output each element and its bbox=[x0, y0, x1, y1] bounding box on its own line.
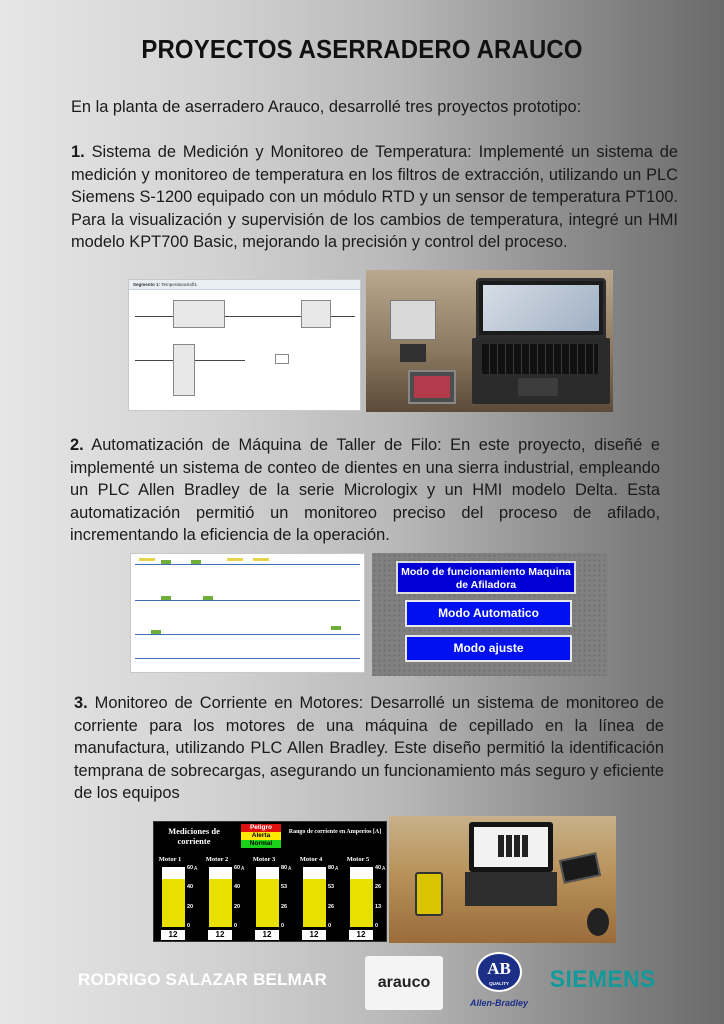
gauge-unit: A bbox=[288, 866, 292, 872]
motor-gauge bbox=[249, 856, 293, 942]
delta-hmi-screen bbox=[372, 553, 608, 676]
tablet-hmi bbox=[559, 852, 601, 883]
gauge-tick: 0 bbox=[328, 923, 332, 929]
monitor-title: Mediciones de corriente bbox=[168, 826, 220, 846]
mouse-icon bbox=[587, 908, 609, 936]
project-3-photo bbox=[389, 816, 616, 943]
ladder-rung bbox=[135, 634, 360, 635]
gauge-fill bbox=[303, 879, 326, 927]
range-label: Rango de corriente en Amperios [A] bbox=[288, 829, 382, 835]
gauge-tick: 80 bbox=[281, 865, 288, 871]
project-1-number: 1. bbox=[71, 143, 85, 161]
motor-gauge bbox=[202, 856, 246, 942]
gauge-fill bbox=[209, 879, 232, 927]
ladder-contact bbox=[161, 596, 171, 600]
ladder-function-block bbox=[173, 344, 195, 396]
legend-normal: Normal bbox=[241, 840, 281, 848]
page-title: PROYECTOS ASERRADERO ARAUCO bbox=[141, 34, 583, 64]
gauge-tick: 0 bbox=[281, 923, 285, 929]
gauge-tick: 26 bbox=[328, 904, 335, 910]
motor-name: Motor 1 bbox=[158, 856, 182, 863]
gauge-tick: 0 bbox=[375, 923, 379, 929]
siemens-logo: SIEMENS bbox=[549, 966, 656, 993]
motor-name: Motor 2 bbox=[205, 856, 229, 863]
arauco-logo: arauco bbox=[365, 956, 443, 1010]
gauge-tick: 40 bbox=[234, 884, 241, 890]
project-1-photo bbox=[366, 270, 613, 412]
project-3-text: Monitoreo de Corriente en Motores: Desarrollé un sistema de monitoreo de corriente para los motores de una máquina de cepillado en la línea de manufactura, utilizando PLC Allen Bradley. Este diseño permitió la identificación temprana de sobrecargas, asegurando un funcionamiento más seguro y eficiente de los equipos bbox=[74, 694, 664, 803]
project-3-number: 3. bbox=[74, 694, 88, 712]
ladder-rung bbox=[135, 600, 360, 601]
hmi-mode-title: Modo de funcionamiento Maquina de Afiladora bbox=[396, 561, 576, 594]
author-name: RODRIGO SALAZAR BELMAR bbox=[78, 970, 327, 989]
ab-mark: AB bbox=[476, 952, 522, 992]
ladder-coil bbox=[275, 354, 289, 364]
adjust-mode-button[interactable]: Modo ajuste bbox=[405, 635, 572, 662]
intro-paragraph: En la planta de aserradero Arauco, desarrollé tres proyectos prototipo: bbox=[71, 98, 582, 116]
ladder-segment-name: TemperaturaSoft1 bbox=[161, 282, 197, 287]
ladder-rung bbox=[135, 658, 360, 659]
ladder-header bbox=[129, 280, 360, 290]
gauge-fill bbox=[256, 879, 279, 927]
gauge-tick: 20 bbox=[234, 904, 241, 910]
project-1-text: Sistema de Medición y Monitoreo de Temperatura: Implementé un sistema de medición y monitoreo de temperatura en los filtros de extracción, utilizando un PLC Siemens S-1200 equipado con un módulo RTD y un sensor de temperatura PT100. Para la visualización y supervisión de los cambios de temperatura, integré un HMI modelo KPT700 Basic, mejorando la precisión y control del proceso. bbox=[71, 143, 678, 252]
ladder-function-block bbox=[173, 300, 225, 328]
rtd-module bbox=[400, 344, 426, 362]
project-2-number: 2. bbox=[70, 436, 84, 454]
ladder-contact bbox=[203, 596, 213, 600]
legend-alert: Alerta bbox=[241, 832, 281, 840]
current-monitor-hmi bbox=[153, 821, 387, 942]
gauge-tick: 26 bbox=[375, 884, 382, 890]
motor-gauge bbox=[343, 856, 387, 942]
motor-name: Motor 3 bbox=[252, 856, 276, 863]
ab-quality: QUALITY bbox=[489, 981, 509, 986]
gauge-tick: 53 bbox=[281, 884, 288, 890]
ladder-contact bbox=[331, 626, 341, 630]
gauge-fill bbox=[162, 879, 185, 927]
ladder-segment-label: Segmento 1: bbox=[133, 282, 161, 287]
motor-value: 12 bbox=[349, 930, 373, 940]
ladder-rung bbox=[135, 564, 360, 565]
auto-mode-button[interactable]: Modo Automatico bbox=[405, 600, 572, 627]
gauge-fill bbox=[350, 879, 373, 927]
gauge-tick: 0 bbox=[234, 923, 238, 929]
project-2-text: Automatización de Máquina de Taller de Filo: En este proyecto, diseñé e implementé un sistema de conteo de dientes en una sierra industrial, empleando un PLC Allen Bradley de la serie Micrologix y un HMI modelo Delta. Esta automatización permitió un monitoreo preciso del proceso de afilado, incrementando la eficiencia de la operación. bbox=[70, 436, 660, 545]
motor-gauge bbox=[296, 856, 340, 942]
gauge-tick: 60 bbox=[187, 865, 194, 871]
project-3-paragraph bbox=[74, 692, 664, 805]
gauge-tick: 80 bbox=[328, 865, 335, 871]
motor-value: 12 bbox=[208, 930, 232, 940]
ladder-tag bbox=[227, 558, 243, 561]
gauge-tick: 26 bbox=[281, 904, 288, 910]
plc-module bbox=[390, 300, 436, 340]
project-1-paragraph bbox=[71, 141, 678, 254]
gauge-unit: A bbox=[194, 866, 198, 872]
gauge-tick: 60 bbox=[234, 865, 241, 871]
legend-danger: Peligro bbox=[241, 824, 281, 832]
ladder-tag bbox=[139, 558, 155, 561]
motor-value: 12 bbox=[302, 930, 326, 940]
ladder-contact bbox=[151, 630, 161, 634]
tia-ladder-screenshot bbox=[128, 279, 361, 411]
ladder-function-block bbox=[301, 300, 331, 328]
motor-gauge bbox=[155, 856, 199, 942]
gauge-unit: A bbox=[241, 866, 245, 872]
allen-bradley-logo bbox=[468, 952, 530, 1014]
ladder-tag bbox=[253, 558, 269, 561]
motor-value: 12 bbox=[255, 930, 279, 940]
project-2-paragraph bbox=[70, 434, 660, 547]
motor-name: Motor 5 bbox=[346, 856, 370, 863]
ladder-contact bbox=[161, 560, 171, 564]
monitor-legend bbox=[241, 824, 281, 848]
laptop-icon bbox=[472, 276, 608, 406]
hmi-panel bbox=[408, 370, 456, 404]
gauge-unit: A bbox=[335, 866, 339, 872]
motor-name: Motor 4 bbox=[299, 856, 323, 863]
gauge-tick: 13 bbox=[375, 904, 382, 910]
micrologix-ladder-screenshot bbox=[130, 553, 365, 673]
motor-value: 12 bbox=[161, 930, 185, 940]
gauge-tick: 53 bbox=[328, 884, 335, 890]
gauge-tick: 40 bbox=[187, 884, 194, 890]
laptop-icon bbox=[465, 822, 555, 908]
gauge-tick: 40 bbox=[375, 865, 382, 871]
multimeter-icon bbox=[415, 872, 443, 916]
ab-brand: Allen-Bradley bbox=[469, 998, 529, 1008]
gauge-unit: A bbox=[382, 866, 386, 872]
gauge-tick: 0 bbox=[187, 923, 191, 929]
ladder-contact bbox=[191, 560, 201, 564]
gauge-tick: 20 bbox=[187, 904, 194, 910]
